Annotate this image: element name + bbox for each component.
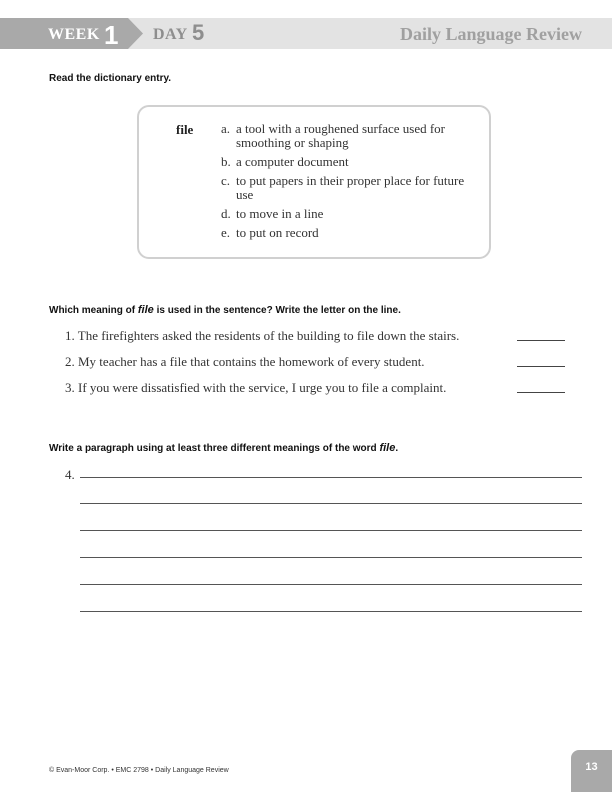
week-label: WEEK [48, 26, 100, 43]
answer-line-1[interactable] [517, 340, 565, 341]
writing-line[interactable] [80, 477, 582, 478]
question-1 [65, 328, 570, 346]
definition-c [221, 174, 471, 202]
instruction-keyword: file [137, 304, 154, 316]
definition-text: to put papers in their proper place for future use [236, 173, 465, 202]
section3-instruction [49, 442, 398, 454]
header-banner [0, 18, 612, 49]
instruction-text: Write a paragraph using at least three different meanings of the word [49, 443, 380, 454]
footer-copyright: © Evan-Moor Corp. • EMC 2798 • Daily Language Review [49, 767, 229, 774]
definition-text: to move in a line [236, 206, 324, 221]
dictionary-headword: file [176, 122, 194, 137]
question-text: 2. My teacher has a file that contains the homework of every student. [65, 354, 425, 369]
writing-line[interactable] [80, 611, 582, 612]
definition-b [221, 155, 471, 169]
writing-line[interactable] [80, 557, 582, 558]
answer-line-3[interactable] [517, 392, 565, 393]
day-number: 5 [192, 20, 205, 45]
answer-line-2[interactable] [517, 366, 565, 367]
definition-letter: d. [221, 206, 231, 221]
question-text: 1. The firefighters asked the residents of the building to file down the stairs. [65, 328, 460, 343]
section2-instruction [49, 304, 401, 316]
section1-instruction: Read the dictionary entry. [49, 73, 172, 84]
definition-letter: c. [221, 173, 231, 188]
definition-letter: a. [221, 121, 231, 136]
page-number-tab [571, 750, 612, 792]
definition-e [221, 226, 471, 240]
definition-text: a computer document [236, 154, 349, 169]
definition-letter: b. [221, 154, 231, 169]
banner-title: Daily Language Review [400, 24, 582, 44]
day-label: DAY [153, 26, 188, 43]
definition-text: a tool with a roughened surface used for smoothing or shaping [236, 121, 446, 150]
question-2 [65, 354, 570, 372]
writing-line[interactable] [80, 530, 582, 531]
instruction-text: Which meaning of [49, 305, 138, 316]
dictionary-definitions [221, 122, 471, 245]
question-text: 3. If you were dissatisfied with the service, I urge you to file a complaint. [65, 380, 447, 395]
question-4-number: 4. [65, 467, 75, 482]
definition-letter: e. [221, 225, 231, 240]
definition-a [221, 122, 471, 150]
definition-d [221, 207, 471, 221]
writing-line[interactable] [80, 503, 582, 504]
definition-text: to put on record [236, 225, 319, 240]
instruction-text: is used in the sentence? Write the letter on the line. [153, 305, 401, 316]
instruction-keyword: file [379, 442, 396, 454]
writing-line[interactable] [80, 584, 582, 585]
question-3 [65, 380, 570, 398]
week-number: 1 [104, 20, 119, 50]
instruction-text: . [395, 443, 399, 454]
page-number: 13 [585, 761, 598, 773]
